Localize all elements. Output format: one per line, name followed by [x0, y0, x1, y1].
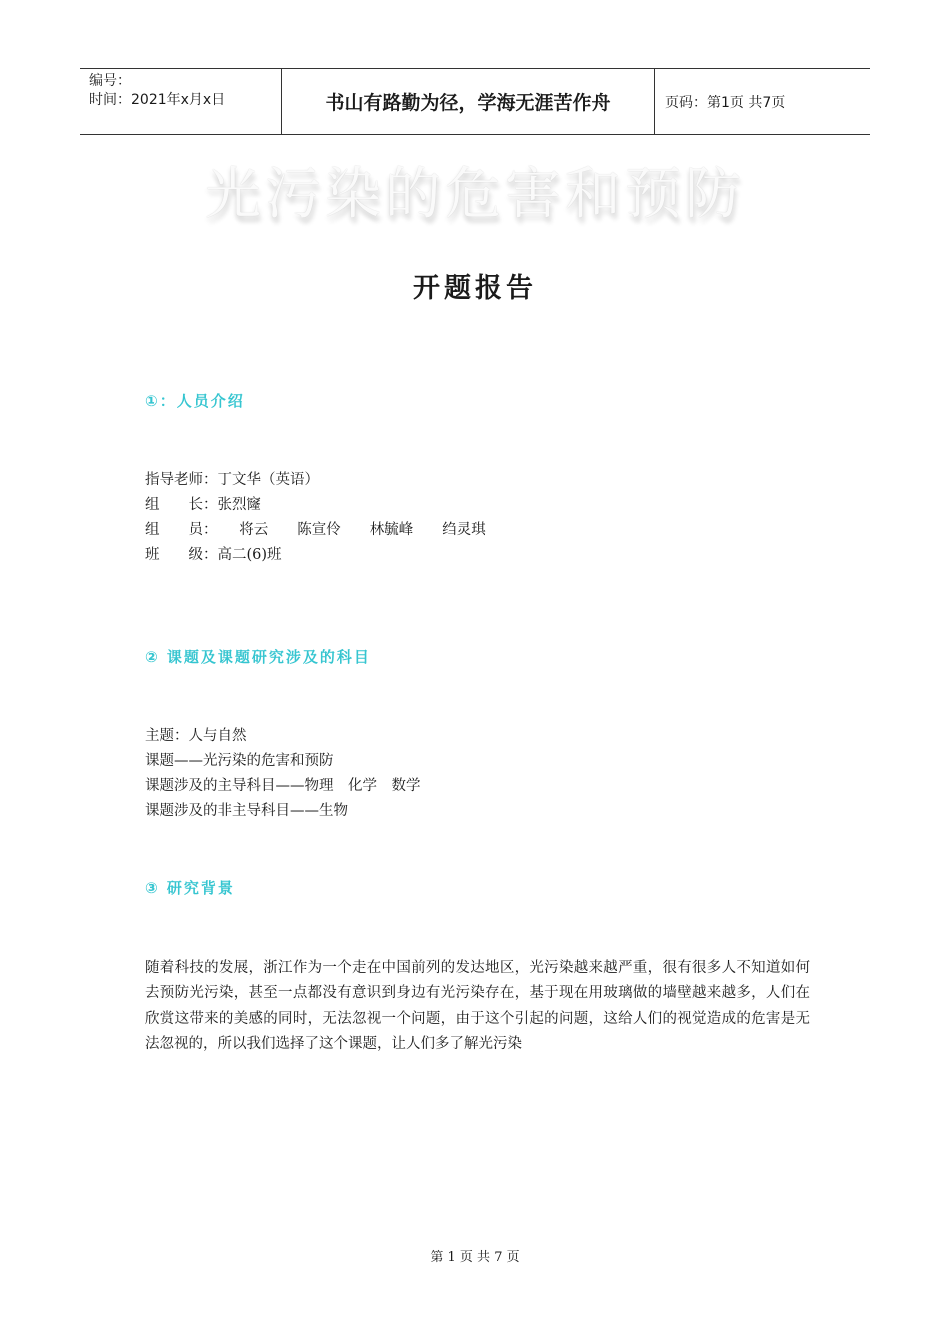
info-line: 组 长：张烈窿 — [145, 497, 261, 513]
header-page-info: 页码：第1页 共7页 — [665, 94, 786, 111]
section-heading-subjects: ② 课题及课题研究涉及的科目 — [145, 648, 371, 666]
page-header — [80, 68, 870, 135]
info-line: 课题涉及的非主导科目——生物 — [145, 803, 348, 819]
wordart-title: 光污染的危害和预防 — [205, 162, 745, 227]
page-footer: 第 1 页 共 7 页 — [430, 1250, 520, 1265]
section-heading-personnel: ①：人员介绍 — [145, 392, 245, 410]
header-motto: 书山有路勤为径，学海无涯苦作舟 — [281, 69, 655, 134]
info-line: 课题涉及的主导科目——物理 化学 数学 — [145, 778, 421, 794]
document-date: 时间：2021年x月x日 — [89, 92, 226, 108]
document-number: 编号： — [89, 73, 131, 89]
header-meta — [80, 69, 281, 134]
background-paragraph: 随着科技的发展，浙江作为一个走在中国前列的发达地区，光污染越来越严重，很有很多人不知道如何去预防光污染，甚至一点都没有意识到身边有光污染存在，基于现在用玻璃做的墙壁越来越多，人们在欣赏这带来的美感的同时，无法忽视一个问题，由于这个引起的问题，这给人们的视觉造成的危害是无法忽视的，所以我们选择了这个课题，让人们多了解光污染 — [145, 960, 810, 1053]
info-line: 班 级：高二(6)班 — [145, 547, 282, 563]
info-line: 指导老师：丁文华（英语） — [145, 472, 319, 488]
info-line: 组 员： 将云 陈宣伶 林毓峰 绉灵琪 — [145, 522, 486, 538]
report-title: 开题报告 — [413, 273, 537, 304]
section-heading-background: ③ 研究背景 — [145, 879, 235, 897]
info-line: 课题——光污染的危害和预防 — [145, 753, 334, 769]
info-line: 主题：人与自然 — [145, 728, 247, 744]
